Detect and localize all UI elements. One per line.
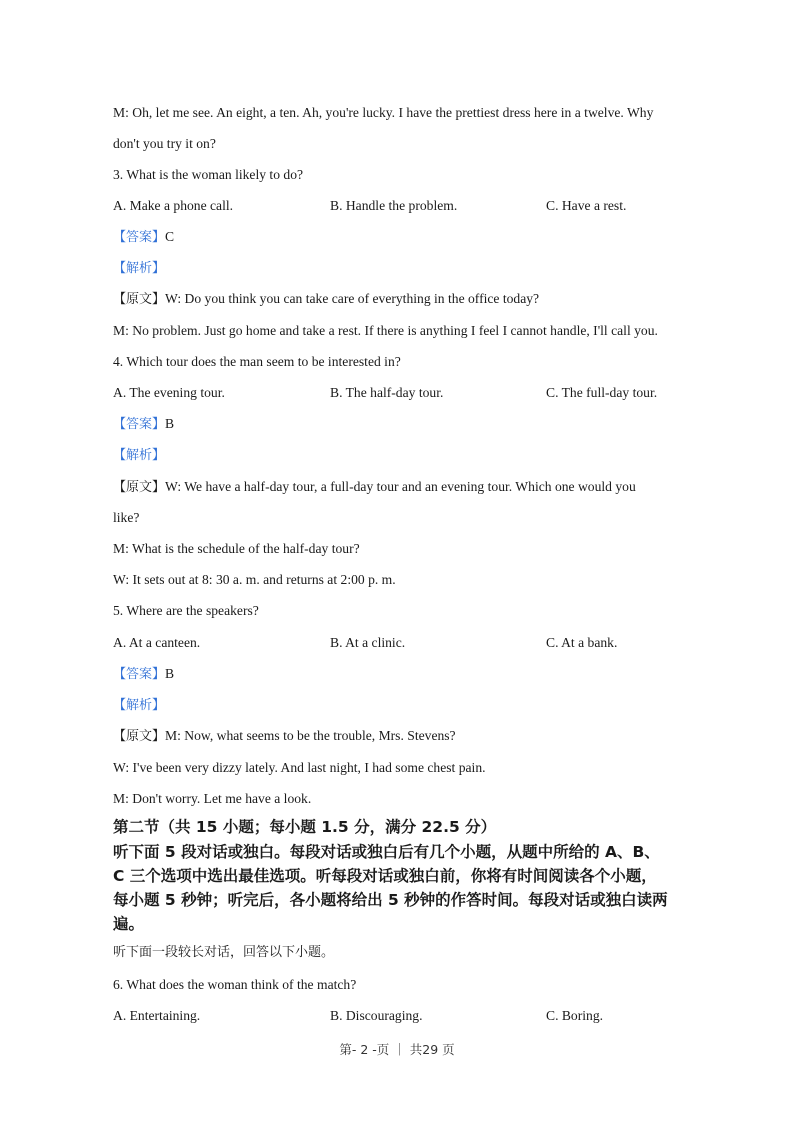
question-4: 4. Which tour does the man seem to be interested in? xyxy=(113,354,401,369)
q4-man: M: What is the schedule of the half-day tour? xyxy=(113,541,360,556)
answer-tag: 【答案】 xyxy=(113,230,166,245)
q3-original-row xyxy=(113,290,539,309)
q5-option-a: A. At a canteen. xyxy=(113,635,201,650)
q4-original-cont: like? xyxy=(113,510,140,525)
q5-option-b: B. At a clinic. xyxy=(330,635,406,650)
q4-analysis-row xyxy=(113,446,165,465)
q4-original-row xyxy=(113,478,636,497)
l1: M: Oh, let me see. An eight, a ten. Ah, you're lucky. I have the prettiest dress here in a twelve. Why xyxy=(113,105,654,120)
original-tag: 【原文】 xyxy=(113,729,166,744)
original-tag: 【原文】 xyxy=(113,480,166,495)
section-title: 第二节（共 15 小题；每小题 1.5 分，满分 22.5 分） xyxy=(113,818,497,836)
q4-option-a: A. The evening tour. xyxy=(113,385,225,400)
q5-option-c: C. At a bank. xyxy=(546,635,618,650)
q5-woman: W: I've been very dizzy lately. And last night, I had some chest pain. xyxy=(113,760,486,775)
answer-tag: 【答案】 xyxy=(113,667,166,682)
q5-man: M: Don't worry. Let me have a look. xyxy=(113,791,312,806)
section-instructions-2: C 三个选项中选出最佳选项。听每段对话或独白前，你将有时间阅读各个小题， xyxy=(113,867,657,885)
q4-option-b: B. The half-day tour. xyxy=(330,385,444,400)
answer-tag: 【答案】 xyxy=(113,417,166,432)
q3-option-c: C. Have a rest. xyxy=(546,198,627,213)
q4-woman: W: It sets out at 8: 30 a. m. and returns at 2:00 p. m. xyxy=(113,572,396,587)
q3-option-b: B. Handle the problem. xyxy=(330,198,458,213)
q3-original: W: Do you think you can take care of everything in the office today? xyxy=(165,291,540,306)
question-6: 6. What does the woman think of the match? xyxy=(113,977,357,992)
q4-original: W: We have a half-day tour, a full-day tour and an evening tour. Which one would you xyxy=(165,479,636,494)
q3-analysis-row xyxy=(113,259,165,278)
listen-instruction: 听下面一段较长对话，回答以下小题。 xyxy=(113,945,335,960)
q3-answer: C xyxy=(165,229,175,244)
q6-option-b: B. Discouraging. xyxy=(330,1008,423,1023)
section-instructions-1: 听下面 5 段对话或独白。每段对话或独白后有几个小题，从题中所给的 A、B、 xyxy=(113,843,660,861)
q3-man: M: No problem. Just go home and take a rest. If there is anything I feel I cannot handle, I'll call you. xyxy=(113,323,658,338)
q5-answer: B xyxy=(165,666,175,681)
analysis-tag: 【解析】 xyxy=(113,261,166,276)
q6-option-c: C. Boring. xyxy=(546,1008,604,1023)
analysis-tag: 【解析】 xyxy=(113,448,166,463)
page-footer: 第- 2 -页 ｜ 共29 页 xyxy=(339,1042,455,1057)
question-5: 5. Where are the speakers? xyxy=(113,603,259,618)
q6-option-a: A. Entertaining. xyxy=(113,1008,201,1023)
original-tag: 【原文】 xyxy=(113,292,166,307)
q5-analysis-row xyxy=(113,696,165,715)
question-3: 3. What is the woman likely to do? xyxy=(113,167,304,182)
analysis-tag: 【解析】 xyxy=(113,698,166,713)
section-instructions-3: 每小题 5 秒钟；听完后，各小题将给出 5 秒钟的作答时间。每段对话或独白读两 xyxy=(113,891,668,909)
q5-answer-row xyxy=(113,665,174,684)
q3-answer-row xyxy=(113,228,174,247)
q4-option-c: C. The full-day tour. xyxy=(546,385,658,400)
q5-original-row xyxy=(113,727,456,746)
q4-answer: B xyxy=(165,416,175,431)
section-instructions-4: 遍。 xyxy=(113,915,145,933)
l2: don't you try it on? xyxy=(113,136,216,151)
q3-option-a: A. Make a phone call. xyxy=(113,198,234,213)
q4-answer-row xyxy=(113,415,174,434)
q5-original: M: Now, what seems to be the trouble, Mrs. Stevens? xyxy=(165,728,456,743)
